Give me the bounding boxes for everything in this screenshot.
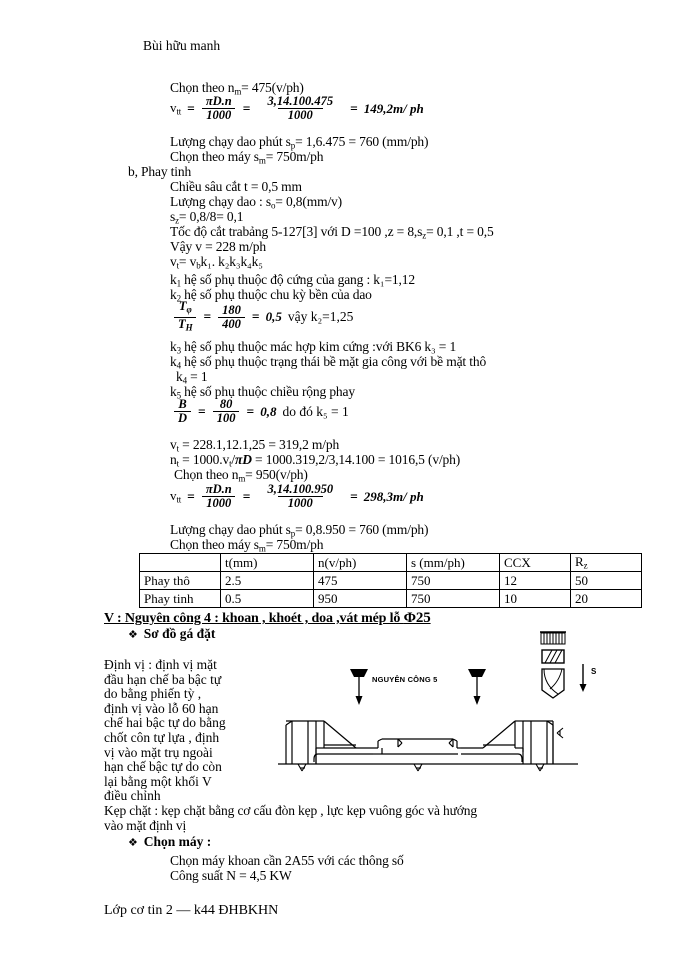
feed-arrow-icon (580, 664, 587, 692)
table-header-cell: s (mm/ph) (407, 554, 500, 572)
support-symbol (414, 764, 422, 771)
table-cell: 2.5 (221, 572, 314, 590)
drill-tool-icon (540, 632, 566, 698)
line-k4: $k_4$ hệ số phụ thuộc trạng thái bề mặt gia công với bề mặt thô (170, 354, 487, 371)
positioning-paragraph: Định vị : định vị mặt đầu hạn chế ba bậc tự do bằng phiến tỳ , định vị vào lỗ 60 hạn chế hai bậc tự do bằng chốt côn tự lựa , định vị vào mặt trụ ngoài hạn chế bậc tự do còn lại bằng một khối V điều chỉnh (104, 657, 226, 804)
line-vt-result: $v_t = 228.1,12.1,25 = 319,2$ m/ph (170, 437, 340, 454)
fraction-numeric-2: $\frac{3,14.100.950}{1000}$ (267, 482, 334, 510)
formula-lhs: $v_{tt}$ (170, 100, 182, 117)
machine-choice-line: Chọn máy khoan cần 2A55 với các thông số (170, 853, 404, 868)
line-k5: $k_5$ hệ số phụ thuộc chiều rộng phay (170, 384, 355, 401)
fraction-T-ratio: $\frac{T_\varphi}{T_H}$ (174, 300, 196, 334)
formula-k5-fraction: $\frac{B}{D}$ = $\frac{80}{100}$ = 0,8 do đó k₅ = 1 (170, 398, 349, 425)
fraction-numeric: $\frac{3,14.100.475}{1000}$ (267, 94, 334, 122)
line-k4-value: $k_4 = 1$ (176, 369, 208, 386)
table-row (140, 572, 642, 590)
table-cell: 50 (571, 572, 642, 590)
table-cell: 750 (407, 572, 500, 590)
line-v-value: Vậy v = 228 m/ph (170, 239, 266, 254)
clamp-force-arrow-left (350, 669, 368, 705)
table-header-cell (140, 554, 221, 572)
clamp-force-arrow-right (468, 669, 486, 705)
formula-result: 149,2m/ ph (363, 100, 424, 116)
table-header-cell: n(v/ph) (314, 554, 407, 572)
k5-tail: do đó k₅ = 1 (282, 403, 349, 419)
clamping-line-2: vào mặt định vị (104, 818, 187, 833)
table-cell: 475 (314, 572, 407, 590)
table-cell: 20 (571, 590, 642, 608)
table-header-cell-rz: $R_z$ (571, 554, 642, 572)
table-row (140, 590, 642, 608)
fixture-setup-diagram (278, 628, 608, 788)
line-feed-rough: Lượng chạy dao phút $s_p= 1,6.475 = 760$ (mm/ph) (170, 134, 429, 151)
subsection-title-fine: b, Phay tinh (128, 164, 192, 179)
bullet-label: Chọn máy : (143, 834, 212, 849)
document-header: Bùi hữu manh (143, 38, 221, 53)
line-speed-table: Tốc độ cắt trabảng 5-127[3] với D =100 $,z = 8,s_z= 0,1$ ,t = 0,5 (170, 224, 494, 241)
k2-tail: vậy k₂=1,25 (287, 309, 354, 325)
line-k1: $k_1$ hệ số phụ thuộc độ cứng của gang : k₁=1,12 (170, 272, 415, 289)
line-feed-min-fine: Lượng chạy dao phút $s_p= 0,8.950 = 760$ (mm/ph) (170, 522, 429, 539)
machine-power-line: Công suất N = 4,5 KW (170, 868, 292, 883)
choose-n-label: Chọn theo n (170, 80, 235, 95)
diamond-bullet-icon: ❖ (128, 837, 138, 849)
fraction-pi-d-n: $\frac{\pi D.n}{1000}$ (202, 95, 236, 122)
table-cell: 12 (500, 572, 571, 590)
formula-k2-fraction: $\frac{T_\varphi}{T_H}$ = $\frac{180}{400}$ = 0,5 vậy k₂=1,25 (170, 300, 353, 334)
line-sz: $s_z= 0,8/8= 0,1$ (170, 209, 244, 226)
line-choose-n-fine: Chọn theo $n_m= 950(v/ph)$ (174, 467, 308, 484)
table-cell: Phay thô (140, 572, 221, 590)
feed-axis-label: S (591, 667, 597, 676)
line-k2: $k_2$ hệ số phụ thuộc chu kỳ bền của dao (170, 287, 372, 304)
table-cell: 0.5 (221, 590, 314, 608)
line-cut-depth: Chiều sâu cắt t = 0,5 mm (170, 179, 302, 194)
table-cell: 950 (314, 590, 407, 608)
results-table (139, 553, 642, 608)
table-header-row (140, 554, 642, 572)
fraction-pi-d-n-2: $\frac{\pi D.n}{1000}$ (202, 483, 236, 510)
diagram-caption: NGUYÊN CÔNG 5 (372, 675, 438, 684)
line-vt-formula: $v_t= v_bk_1$. k₂k₃k₄k₅ (170, 254, 263, 271)
bullet-label: Sơ đồ gá đặt (143, 626, 216, 641)
table-header-cell: t(mm) (221, 554, 314, 572)
fraction-180-400: $\frac{180}{400}$ (218, 304, 245, 331)
workpiece-section (286, 721, 553, 764)
clamping-line-1: Kẹp chặt : kẹp chặt bằng cơ cấu đòn kẹp , lực kẹp vuông góc và hướng (104, 803, 477, 818)
choose-n-subscript: m (234, 86, 242, 97)
support-symbol (298, 764, 306, 771)
table-cell: 10 (500, 590, 571, 608)
table-cell: 750 (407, 590, 500, 608)
bullet-chon-may (128, 836, 211, 849)
support-symbol (536, 764, 544, 771)
section-heading-phi: Φ25 (403, 610, 431, 626)
line-k3: $k_3$ hệ số phụ thuộc mác hợp kim cứng :với BK6 k₃ = 1 (170, 339, 457, 356)
table-cell: Phay tinh (140, 590, 221, 608)
choose-n-value: = 475(v/ph) (241, 80, 304, 95)
formula-vtt-rough: $v_{tt}$ = $\frac{\pi D.n}{1000}$ = $\frac{3,14.100.475}{1000}$ = 149,2m/ ph (170, 94, 424, 122)
fraction-B-D: $\frac{B}{D}$ (174, 398, 191, 425)
line-nt: $n_t = 1000.v_t/\pi D = 1000.319,2/3,14.100 = 1016,5$ (v/ph) (170, 452, 461, 469)
formula-vtt-fine: $v_{tt}$ = $\frac{\pi D.n}{1000}$ = $\frac{3,14.100.950}{1000}$ = 298,3m/ ph (170, 482, 424, 510)
fraction-80-100: $\frac{80}{100}$ (213, 398, 240, 425)
document-footer: Lớp cơ tin 2 — k44 ĐHBKHN (104, 903, 279, 918)
table-header-cell: CCX (500, 554, 571, 572)
line-feed-fine: Lượng chạy dao : $s_o= 0,8(mm/v)$ (170, 194, 343, 211)
section-heading-text: V : Nguyên công 4 : khoan , khoét , doa ,vát mép lỗ (104, 611, 404, 626)
side-locator-symbol (557, 728, 563, 738)
bullet-so-do-ga-dat (128, 628, 215, 641)
line-machine-fine: Chọn theo máy $s_m= 750m/ph$ (170, 537, 324, 554)
line-machine-rough: Chọn theo máy $s_m= 750m/ph$ (170, 149, 324, 166)
diamond-bullet-icon: ❖ (128, 629, 138, 641)
section-heading-5 (104, 611, 431, 626)
